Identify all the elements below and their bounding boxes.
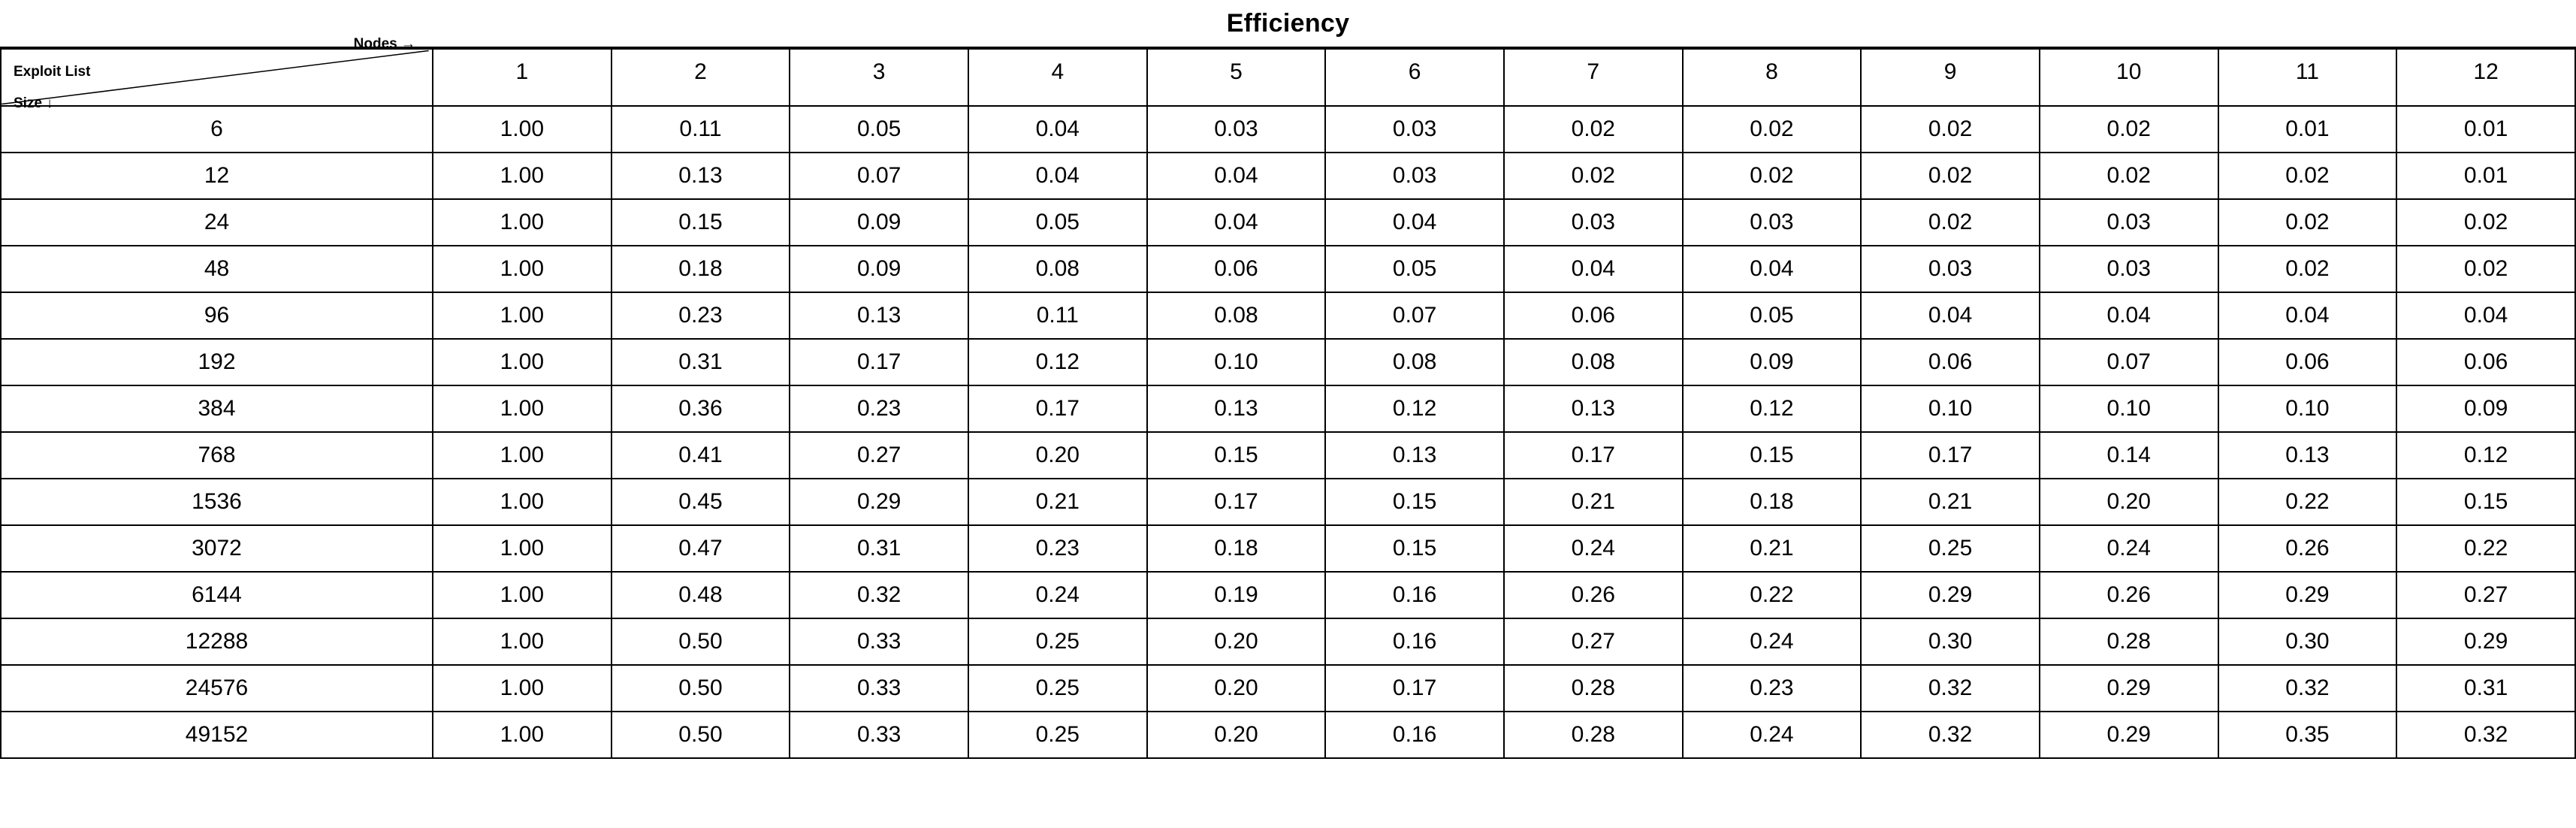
data-cell: 0.09	[790, 246, 968, 292]
data-cell: 0.06	[2396, 339, 2575, 385]
row-header: 768	[1, 432, 433, 479]
data-cell: 0.48	[612, 572, 790, 618]
table-row	[1, 339, 2575, 385]
table-row	[1, 618, 2575, 665]
data-cell: 0.31	[790, 525, 968, 572]
data-cell: 1.00	[433, 479, 612, 525]
data-cell: 0.06	[1504, 292, 1683, 339]
data-cell: 0.04	[1325, 199, 1504, 246]
data-cell: 0.10	[2218, 385, 2397, 432]
data-cell: 0.26	[2218, 525, 2397, 572]
table-row	[1, 712, 2575, 758]
data-cell: 0.02	[2218, 153, 2397, 199]
data-cell: 0.16	[1325, 572, 1504, 618]
table-row	[1, 246, 2575, 292]
data-cell: 0.41	[612, 432, 790, 479]
data-cell: 0.15	[2396, 479, 2575, 525]
data-cell: 0.19	[1147, 572, 1326, 618]
data-cell: 0.50	[612, 712, 790, 758]
data-cell: 0.02	[2040, 106, 2218, 153]
row-header: 384	[1, 385, 433, 432]
data-cell: 0.18	[1147, 525, 1326, 572]
table-row	[1, 432, 2575, 479]
data-cell: 0.04	[2218, 292, 2397, 339]
table-row	[1, 525, 2575, 572]
column-header: 11	[2218, 48, 2397, 106]
data-cell: 0.21	[1861, 479, 2040, 525]
data-cell: 0.02	[1861, 199, 2040, 246]
data-cell: 0.23	[1683, 665, 1862, 712]
data-cell: 0.03	[1504, 199, 1683, 246]
data-cell: 0.02	[2040, 153, 2218, 199]
data-cell: 1.00	[433, 618, 612, 665]
row-axis-label-line1: Exploit List	[14, 64, 91, 80]
column-header: 4	[968, 48, 1147, 106]
data-cell: 0.26	[1504, 572, 1683, 618]
data-cell: 0.11	[968, 292, 1147, 339]
corner-header-cell	[1, 36, 433, 111]
data-cell: 1.00	[433, 246, 612, 292]
data-cell: 0.04	[968, 153, 1147, 199]
column-axis-label: Nodes →	[353, 36, 415, 52]
data-cell: 0.13	[612, 153, 790, 199]
row-header: 48	[1, 246, 433, 292]
data-cell: 0.09	[1683, 339, 1862, 385]
data-cell: 0.09	[2396, 385, 2575, 432]
data-cell: 0.25	[968, 618, 1147, 665]
data-cell: 1.00	[433, 153, 612, 199]
header-row	[1, 48, 2575, 106]
table-row	[1, 665, 2575, 712]
data-cell: 0.17	[1325, 665, 1504, 712]
data-cell: 0.13	[1504, 385, 1683, 432]
data-cell: 0.50	[612, 665, 790, 712]
data-cell: 0.28	[2040, 618, 2218, 665]
data-cell: 0.08	[1147, 292, 1326, 339]
data-cell: 0.03	[1325, 106, 1504, 153]
data-cell: 0.21	[1683, 525, 1862, 572]
data-cell: 0.16	[1325, 618, 1504, 665]
data-cell: 0.32	[790, 572, 968, 618]
data-cell: 0.10	[2040, 385, 2218, 432]
data-cell: 0.30	[2218, 618, 2397, 665]
data-cell: 0.30	[1861, 618, 2040, 665]
data-cell: 0.08	[1325, 339, 1504, 385]
data-cell: 0.22	[2218, 479, 2397, 525]
data-cell: 0.25	[1861, 525, 2040, 572]
data-cell: 0.23	[790, 385, 968, 432]
column-header: 8	[1683, 48, 1862, 106]
data-cell: 0.17	[1861, 432, 2040, 479]
data-cell: 0.26	[2040, 572, 2218, 618]
data-cell: 0.27	[2396, 572, 2575, 618]
data-cell: 0.20	[2040, 479, 2218, 525]
data-cell: 0.03	[1147, 106, 1326, 153]
data-cell: 1.00	[433, 385, 612, 432]
data-cell: 0.15	[612, 199, 790, 246]
data-cell: 1.00	[433, 106, 612, 153]
data-cell: 0.12	[968, 339, 1147, 385]
data-cell: 0.29	[1861, 572, 2040, 618]
data-cell: 0.07	[790, 153, 968, 199]
data-cell: 0.05	[1325, 246, 1504, 292]
data-cell: 0.02	[1861, 153, 2040, 199]
data-cell: 0.25	[968, 665, 1147, 712]
data-cell: 0.02	[2396, 246, 2575, 292]
data-cell: 0.15	[1325, 479, 1504, 525]
data-cell: 0.29	[2396, 618, 2575, 665]
data-cell: 0.16	[1325, 712, 1504, 758]
data-cell: 0.02	[2218, 246, 2397, 292]
data-cell: 1.00	[433, 199, 612, 246]
data-cell: 0.13	[1325, 432, 1504, 479]
efficiency-table	[0, 36, 2576, 759]
data-cell: 0.32	[2218, 665, 2397, 712]
table-row	[1, 385, 2575, 432]
data-cell: 1.00	[433, 432, 612, 479]
column-header: 5	[1147, 48, 1326, 106]
row-axis-label-line2: Size ↓	[14, 95, 53, 111]
row-header: 12	[1, 153, 433, 199]
data-cell: 0.13	[2218, 432, 2397, 479]
data-cell: 0.04	[1504, 246, 1683, 292]
data-cell: 0.07	[1325, 292, 1504, 339]
table-row	[1, 292, 2575, 339]
data-cell: 0.10	[1147, 339, 1326, 385]
table-body	[1, 106, 2575, 758]
data-cell: 0.13	[790, 292, 968, 339]
data-cell: 0.35	[2218, 712, 2397, 758]
data-cell: 0.22	[1683, 572, 1862, 618]
data-cell: 0.01	[2396, 106, 2575, 153]
data-cell: 1.00	[433, 292, 612, 339]
data-cell: 0.24	[1683, 712, 1862, 758]
row-header: 3072	[1, 525, 433, 572]
data-cell: 0.03	[2040, 199, 2218, 246]
data-cell: 0.06	[1861, 339, 2040, 385]
data-cell: 0.04	[2040, 292, 2218, 339]
row-header: 96	[1, 292, 433, 339]
data-cell: 0.27	[790, 432, 968, 479]
data-cell: 0.12	[1325, 385, 1504, 432]
data-cell: 0.02	[2218, 199, 2397, 246]
data-cell: 0.45	[612, 479, 790, 525]
data-cell: 0.12	[2396, 432, 2575, 479]
row-header: 24	[1, 199, 433, 246]
data-cell: 0.15	[1683, 432, 1862, 479]
data-cell: 1.00	[433, 525, 612, 572]
data-cell: 0.08	[1504, 339, 1683, 385]
column-header: 3	[790, 48, 968, 106]
data-cell: 0.24	[2040, 525, 2218, 572]
corner-inner	[2, 36, 432, 111]
data-cell: 0.31	[612, 339, 790, 385]
table-row	[1, 106, 2575, 153]
data-cell: 0.15	[1147, 432, 1326, 479]
data-cell: 0.04	[1147, 153, 1326, 199]
data-cell: 0.29	[2218, 572, 2397, 618]
data-cell: 0.27	[1504, 618, 1683, 665]
data-cell: 0.03	[1325, 153, 1504, 199]
data-cell: 0.03	[2040, 246, 2218, 292]
data-cell: 0.20	[1147, 618, 1326, 665]
table-row	[1, 572, 2575, 618]
data-cell: 0.04	[2396, 292, 2575, 339]
data-cell: 0.47	[612, 525, 790, 572]
data-cell: 0.21	[1504, 479, 1683, 525]
data-cell: 0.09	[790, 199, 968, 246]
data-cell: 0.03	[1683, 199, 1862, 246]
data-cell: 0.20	[1147, 712, 1326, 758]
data-cell: 0.33	[790, 712, 968, 758]
data-cell: 1.00	[433, 712, 612, 758]
data-cell: 0.02	[1861, 106, 2040, 153]
row-header: 12288	[1, 618, 433, 665]
table-row	[1, 199, 2575, 246]
data-cell: 0.03	[1861, 246, 2040, 292]
data-cell: 0.10	[1861, 385, 2040, 432]
data-cell: 0.07	[2040, 339, 2218, 385]
data-cell: 0.20	[1147, 665, 1326, 712]
data-cell: 0.12	[1683, 385, 1862, 432]
data-cell: 0.25	[968, 712, 1147, 758]
table-row	[1, 153, 2575, 199]
data-cell: 0.31	[2396, 665, 2575, 712]
row-header: 6144	[1, 572, 433, 618]
data-cell: 0.15	[1325, 525, 1504, 572]
data-cell: 1.00	[433, 572, 612, 618]
row-header: 49152	[1, 712, 433, 758]
data-cell: 1.00	[433, 665, 612, 712]
row-axis-label	[14, 65, 90, 128]
data-cell: 0.18	[1683, 479, 1862, 525]
data-cell: 0.05	[790, 106, 968, 153]
data-cell: 0.36	[612, 385, 790, 432]
data-cell: 0.13	[1147, 385, 1326, 432]
data-cell: 0.04	[1861, 292, 2040, 339]
data-cell: 0.17	[790, 339, 968, 385]
data-cell: 0.29	[790, 479, 968, 525]
data-cell: 0.17	[1147, 479, 1326, 525]
column-header: 6	[1325, 48, 1504, 106]
data-cell: 0.02	[2396, 199, 2575, 246]
table-row	[1, 479, 2575, 525]
data-cell: 0.01	[2218, 106, 2397, 153]
data-cell: 0.32	[1861, 712, 2040, 758]
data-cell: 0.23	[612, 292, 790, 339]
data-cell: 0.32	[1861, 665, 2040, 712]
data-cell: 0.18	[612, 246, 790, 292]
data-cell: 0.32	[2396, 712, 2575, 758]
row-header: 24576	[1, 665, 433, 712]
data-cell: 0.02	[1504, 106, 1683, 153]
data-cell: 0.06	[1147, 246, 1326, 292]
table-head	[1, 36, 2575, 111]
data-cell: 0.05	[968, 199, 1147, 246]
data-cell: 0.50	[612, 618, 790, 665]
data-cell: 0.08	[968, 246, 1147, 292]
data-cell: 0.29	[2040, 712, 2218, 758]
data-cell: 0.17	[1504, 432, 1683, 479]
data-cell: 0.04	[968, 106, 1147, 153]
data-cell: 0.04	[1147, 199, 1326, 246]
data-cell: 0.04	[1683, 246, 1862, 292]
data-cell: 0.02	[1504, 153, 1683, 199]
data-cell: 0.28	[1504, 712, 1683, 758]
row-header: 1536	[1, 479, 433, 525]
column-header: 9	[1861, 48, 2040, 106]
data-cell: 0.01	[2396, 153, 2575, 199]
data-cell: 0.11	[612, 106, 790, 153]
data-cell: 0.21	[968, 479, 1147, 525]
data-cell: 1.00	[433, 339, 612, 385]
data-cell: 0.33	[790, 618, 968, 665]
column-header: 10	[2040, 48, 2218, 106]
data-cell: 0.29	[2040, 665, 2218, 712]
data-cell: 0.17	[968, 385, 1147, 432]
data-cell: 0.24	[1683, 618, 1862, 665]
data-cell: 0.28	[1504, 665, 1683, 712]
data-cell: 0.24	[1504, 525, 1683, 572]
column-header: 7	[1504, 48, 1683, 106]
data-cell: 0.20	[968, 432, 1147, 479]
page-title-text: Efficiency	[1226, 8, 1350, 38]
data-cell: 0.23	[968, 525, 1147, 572]
column-header: 1	[433, 48, 612, 106]
data-cell: 0.22	[2396, 525, 2575, 572]
data-cell: 0.05	[1683, 292, 1862, 339]
row-header: 6	[1, 106, 433, 153]
row-header: 192	[1, 339, 433, 385]
data-cell: 0.24	[968, 572, 1147, 618]
data-cell: 0.06	[2218, 339, 2397, 385]
data-cell: 0.33	[790, 665, 968, 712]
data-cell: 0.02	[1683, 153, 1862, 199]
data-cell: 0.14	[2040, 432, 2218, 479]
data-cell: 0.02	[1683, 106, 1862, 153]
column-header: 12	[2396, 48, 2575, 106]
column-header: 2	[612, 48, 790, 106]
